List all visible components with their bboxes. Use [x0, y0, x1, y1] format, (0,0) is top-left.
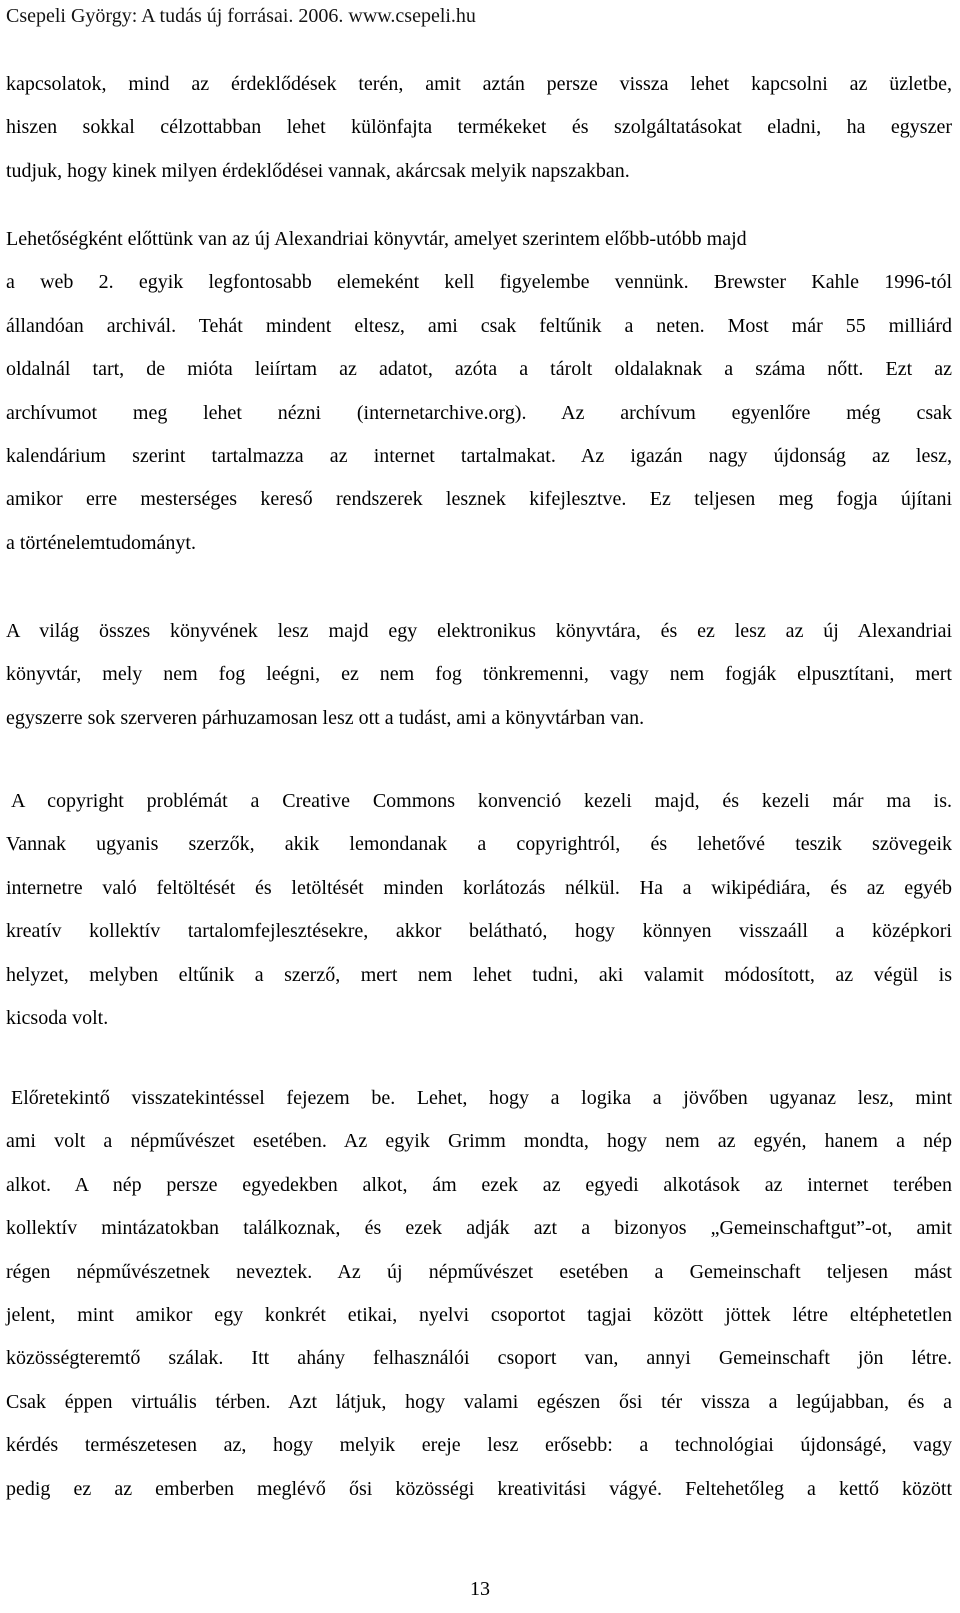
paragraph-line: hiszen sokkal célzottabban lehet különfajta termékeket és szolgáltatásokat eladni, ha egyszer [6, 116, 952, 139]
paragraph-4 [6, 780, 952, 1040]
paragraph-line: kreatív kollektív tartalomfejlesztésekre, akkor belátható, hogy könnyen visszaáll a középkori [6, 920, 952, 943]
paragraph-line: A copyright problémát a Creative Commons konvenció kezeli majd, és kezeli már ma is. [11, 790, 952, 812]
paragraph-line: könyvtár, mely nem fog leégni, ez nem fog tönkremenni, vagy nem fogják elpusztítani, mert [6, 663, 952, 686]
running-header: Csepeli György: A tudás új forrásai. 2006. www.csepeli.hu [6, 5, 476, 27]
paragraph-line: állandóan archivál. Tehát mindent eltesz, ami csak feltűnik a neten. Most már 55 milliárd [6, 314, 952, 337]
paragraph-line: közösségteremtő szálak. Itt ahány felhasználói csoport van, annyi Gemeinschaft jön létre. [6, 1347, 952, 1370]
paragraph-line: Lehetőségként előttünk van az új Alexandriai könyvtár, amelyet szerintem előbb-utóbb majd [6, 228, 747, 250]
paragraph-line: a történelemtudományt. [6, 531, 196, 554]
paragraph-1 [6, 63, 952, 193]
paragraph-line: kapcsolatok, mind az érdeklődések terén, amit aztán persze vissza lehet kapcsolni az üzletbe, [6, 73, 952, 95]
paragraph-line: Csak éppen virtuális térben. Azt látjuk, hogy valami egészen ősi tér vissza a legújabban, és a [6, 1390, 952, 1413]
paragraph-line: régen népművészetnek neveztek. Az új népművészet esetében a Gemeinschaft teljesen mást [6, 1260, 952, 1283]
paragraph-line: jelent, mint amikor egy konkrét etikai, nyelvi csoportot tagjai között jöttek létre eltéphetetlen [6, 1303, 952, 1326]
paragraph-line: pedig ez az emberben meglévő ősi közösségi kreativitási vágyé. Feltehetőleg a kettő között [6, 1477, 952, 1500]
paragraph-line: kicsoda volt. [6, 1006, 109, 1029]
paragraph-line: Előretekintő visszatekintéssel fejezem be. Lehet, hogy a logika a jövőben ugyanaz lesz, mint [11, 1087, 952, 1109]
paragraph-3 [6, 610, 952, 740]
paragraph-line: archívumot meg lehet nézni (internetarchive.org). Az archívum egyenlőre még csak [6, 401, 952, 424]
paragraph-line: kérdés természetesen az, hogy melyik ereje lesz erősebb: a technológiai újdonságé, vagy [6, 1434, 952, 1457]
paragraph-line: alkot. A nép persze egyedekben alkot, ám ezek az egyedi alkotások az internet terében [6, 1173, 952, 1196]
paragraph-line: kollektív mintázatokban találkoznak, és ezek adják azt a bizonyos „Gemeinschaftgut”-ot, amit [6, 1217, 952, 1240]
paragraph-line: Vannak ugyanis szerzők, akik lemondanak a copyrightról, és lehetővé teszik szövegeik [6, 833, 952, 856]
paragraph-line: egyszerre sok szerveren párhuzamosan lesz ott a tudást, ami a könyvtárban van. [6, 706, 645, 729]
paragraph-2 [6, 218, 952, 565]
paragraph-line: ami volt a népművészet esetében. Az egyik Grimm mondta, hogy nem az egyén, hanem a nép [6, 1130, 952, 1153]
page-number: 13 [470, 1578, 490, 1600]
paragraph-line: A világ összes könyvének lesz majd egy elektronikus könyvtára, és ez lesz az új Alexandriai [6, 620, 952, 642]
paragraph-line: helyzet, melyben eltűnik a szerző, mert nem lehet tudni, aki valamit módosított, az végül is [6, 963, 952, 986]
paragraph-line: kalendárium szerint tartalmazza az internet tartalmakat. Az igazán nagy újdonság az lesz, [6, 444, 952, 467]
paragraph-line: a web 2. egyik legfontosabb elemeként kell figyelembe vennünk. Brewster Kahle 1996-tól [6, 271, 952, 294]
paragraph-line: internetre való feltöltését és letöltését minden korlátozás nélkül. Ha a wikipédiára, és az egyéb [6, 876, 952, 899]
paragraph-line: amikor erre mesterséges kereső rendszerek lesznek kifejlesztve. Ez teljesen meg fogja újítani [6, 488, 952, 511]
paragraph-line: tudjuk, hogy kinek milyen érdeklődései vannak, akárcsak melyik napszakban. [6, 159, 630, 182]
paragraph-line: oldalnál tart, de mióta leiírtam az adatot, azóta a tárolt oldalaknak a száma nőtt. Ezt az [6, 358, 952, 381]
paragraph-5 [6, 1077, 952, 1511]
